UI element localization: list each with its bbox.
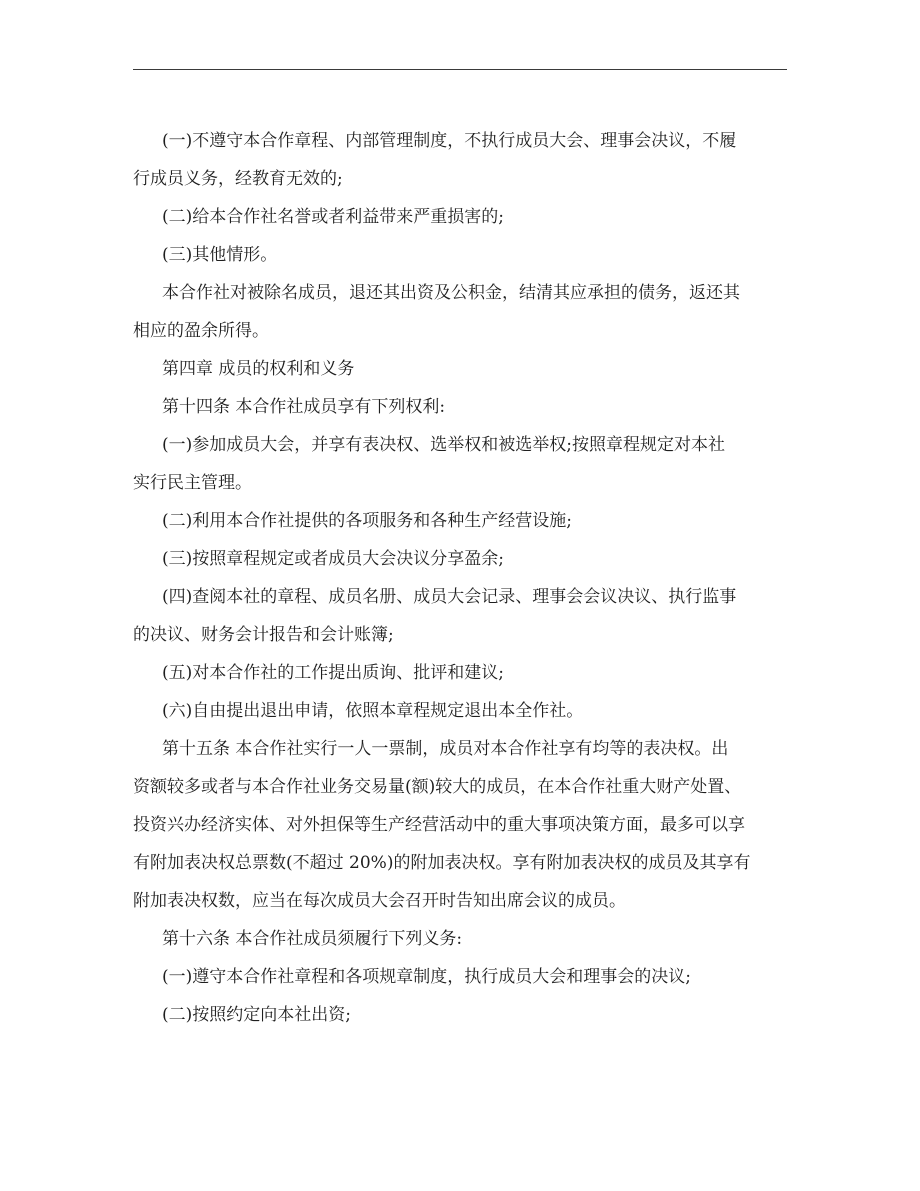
- text-line: (一)参加成员大会，并享有表决权、选举权和被选举权;按照章程规定对本社: [162, 435, 725, 455]
- text-line: 投资兴办经济实体、对外担保等生产经营活动中的重大事项决策方面，最多可以享: [133, 815, 745, 835]
- paragraph: [133, 578, 790, 654]
- text-line: (一)不遵守本合作章程、内部管理制度，不执行成员大会、理事会决议，不履: [162, 131, 737, 151]
- text-line: (二)按照约定向本社出资;: [162, 1005, 351, 1025]
- text-line: (五)对本合作社的工作提出质询、批评和建议;: [162, 663, 504, 683]
- paragraph: [162, 958, 790, 996]
- text-line: 第十五条 本合作社实行一人一票制，成员对本合作社享有均等的表决权。出: [162, 739, 729, 759]
- text-line: (二)利用本合作社提供的各项服务和各种生产经营设施;: [162, 511, 572, 531]
- paragraph: [133, 274, 790, 350]
- text-line: 行成员义务，经教育无效的;: [133, 169, 343, 189]
- text-line: (一)遵守本合作社章程和各项规章制度，执行成员大会和理事会的决议;: [162, 967, 691, 987]
- paragraph: [162, 692, 790, 730]
- article-heading: [162, 920, 790, 958]
- paragraph: [162, 502, 790, 540]
- document-body: [133, 122, 790, 1034]
- text-line: 的决议、财务会计报告和会计账簿;: [133, 625, 394, 645]
- paragraph: [162, 540, 790, 578]
- text-line: 实行民主管理。: [133, 473, 252, 493]
- paragraph: [133, 426, 790, 502]
- text-line: (六)自由提出退出申请，依照本章程规定退出本全作社。: [162, 701, 584, 721]
- text-line: 资额较多或者与本合作社业务交易量(额)较大的成员，在本合作社重大财产处置、: [133, 777, 742, 797]
- text-line: (二)给本合作社名誉或者利益带来严重损害的;: [162, 207, 504, 227]
- chapter-heading: [162, 350, 790, 388]
- text-line: 本合作社对被除名成员，退还其出资及公积金，结清其应承担的债务，返还其: [162, 283, 740, 303]
- text-line: (三)按照章程规定或者成员大会决议分享盈余;: [162, 549, 504, 569]
- text-line: 第十四条 本合作社成员享有下列权利:: [162, 397, 446, 417]
- text-line: 有附加表决权总票数(不超过 20%)的附加表决权。享有附加表决权的成员及其享有: [133, 853, 751, 873]
- paragraph: [133, 122, 790, 198]
- text-line: 第十六条 本合作社成员须履行下列义务:: [162, 929, 463, 949]
- paragraph: [162, 236, 790, 274]
- text-line: (四)查阅本社的章程、成员名册、成员大会记录、理事会会议决议、执行监事: [162, 587, 737, 607]
- paragraph: [162, 198, 790, 236]
- article-paragraph: [133, 730, 790, 920]
- text-line: 附加表决权数，应当在每次成员大会召开时告知出席会议的成员。: [133, 891, 626, 911]
- text-line: 第四章 成员的权利和义务: [162, 359, 355, 379]
- header-rule: [133, 69, 787, 70]
- article-heading: [162, 388, 790, 426]
- text-line: (三)其他情形。: [162, 245, 278, 265]
- paragraph: [162, 996, 790, 1034]
- paragraph: [162, 654, 790, 692]
- text-line: 相应的盈余所得。: [133, 321, 269, 341]
